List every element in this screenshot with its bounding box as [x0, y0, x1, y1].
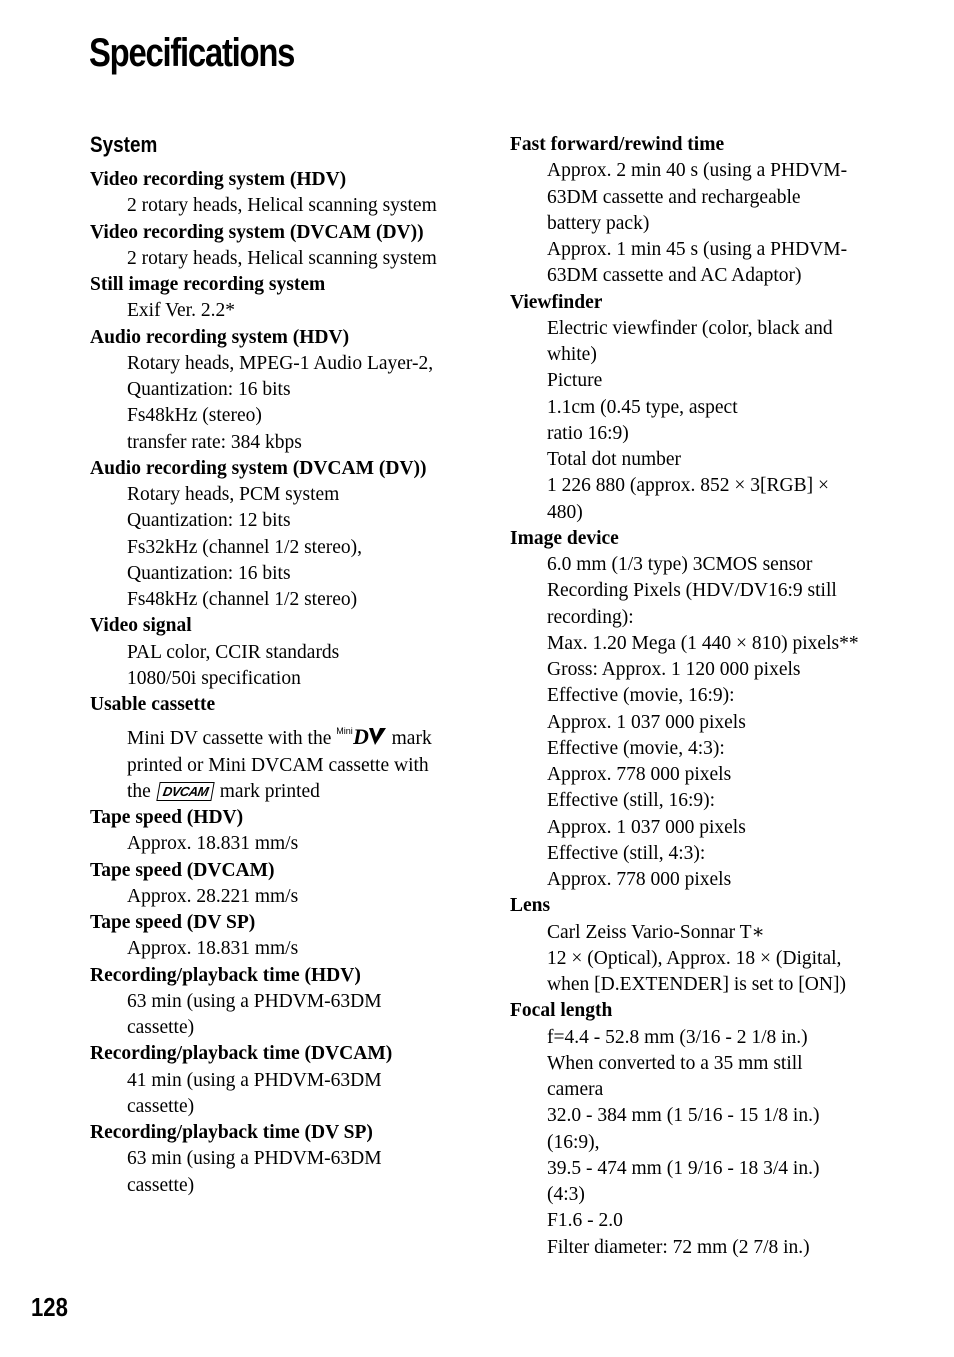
spec-value-line: Approx. 1 min 45 s (using a PHDVM- [547, 239, 848, 260]
spec-value-line: Approx. 18.831 mm/s [127, 833, 299, 855]
spec-item [90, 805, 490, 858]
spec-value-line: (4:3) [547, 1184, 585, 1205]
mini-dv-logo-icon: $^{Mini}$ D [336, 718, 387, 752]
spec-label: Tape speed (HDV) [90, 807, 244, 828]
spec-value-line: Effective (movie, 16:9): [547, 685, 735, 707]
spec-list-left-bottom [90, 805, 490, 1199]
spec-item [90, 858, 490, 911]
spec-value-line: Electric viewfinder (color, black and [547, 317, 833, 339]
spec-value-line: 1080/50i specification [127, 667, 301, 689]
spec-value-line: Effective (still, 4:3): [547, 842, 706, 864]
spec-value-line: cassette) [127, 1095, 195, 1117]
spec-value-line: Approx. 778 000 pixels [547, 764, 732, 785]
cassette-text-1a: Mini DV cassette with the [127, 728, 332, 750]
spec-value-line: When converted to a 35 mm still [547, 1052, 803, 1074]
spec-value-line: Filter diameter: 72 mm (2 7/8 in.) [547, 1236, 810, 1258]
spec-value-line: 63 min (using a PHDVM-63DM [127, 990, 382, 1012]
spec-item [510, 998, 930, 1261]
spec-value-line: 41 min (using a PHDVM-63DM [127, 1069, 382, 1091]
spec-value-line: camera [547, 1079, 604, 1100]
spec-item [90, 910, 490, 963]
spec-value-line: Approx. 1 037 000 pixels [547, 711, 746, 733]
spec-value-line: Total dot number [547, 449, 682, 470]
spec-value-line: Fs48kHz (channel 1/2 stereo) [127, 589, 358, 610]
spec-value-line: f=4.4 - 52.8 mm (3/16 - 2 1/8 in.) [547, 1026, 808, 1048]
spec-label: Recording/playback time (DV SP) [90, 1122, 373, 1143]
spec-value-line: Effective (still, 16:9): [547, 790, 716, 812]
spec-value-line: 63 min (using a PHDVM-63DM [127, 1148, 382, 1170]
spec-label: Still image recording system [90, 274, 326, 295]
spec-value-line: transfer rate: 384 kbps [127, 431, 302, 453]
spec-value-line: Quantization: 16 bits [127, 379, 291, 400]
spec-item [90, 167, 490, 220]
spec-item [90, 325, 490, 456]
spec-value-line: Recording Pixels (HDV/DV16:9 still [547, 580, 837, 602]
spec-value-line: Effective (movie, 4:3): [547, 737, 725, 759]
spec-value-line: PAL color, CCIR standards [127, 641, 340, 663]
spec-label: Video recording system (HDV) [90, 169, 347, 190]
spec-value-line: cassette) [127, 1174, 195, 1196]
spec-value-line: Approx. 18.831 mm/s [127, 938, 299, 960]
spec-item [510, 132, 930, 290]
spec-value-line: F1.6 - 2.0 [547, 1210, 623, 1232]
spec-value-line: (16:9), [547, 1131, 600, 1153]
spec-label: Fast forward/rewind time [510, 134, 725, 155]
left-column [90, 132, 490, 1199]
spec-label: Tape speed (DV SP) [90, 912, 256, 933]
spec-label: Lens [510, 895, 551, 917]
spec-value-line: Max. 1.20 Mega (1 440 × 810) pixels** [547, 632, 859, 654]
right-column [510, 132, 930, 1261]
spec-value-line: 1 226 880 (approx. 852 × 3[RGB] × [547, 475, 829, 497]
spec-value-line: Approx. 778 000 pixels [547, 869, 732, 890]
spec-usable-cassette [90, 692, 490, 805]
spec-label: Image device [510, 527, 619, 549]
spec-value-line: 12 × (Optical), Approx. 18 × (Digital, [547, 947, 842, 969]
spec-value-line: 2 rotary heads, Helical scanning system [127, 247, 437, 269]
spec-value-line: printed or Mini DVCAM cassette with [127, 754, 429, 776]
spec-value-line: 63DM cassette and AC Adaptor) [547, 265, 802, 287]
spec-value-line: 32.0 - 384 mm (1 5/16 - 15 1/8 in.) [547, 1105, 820, 1127]
spec-label: Viewfinder [510, 291, 603, 313]
spec-value-line: Rotary heads, PCM system [127, 484, 340, 505]
spec-value-line: Approx. 1 037 000 pixels [547, 816, 746, 838]
spec-item [90, 613, 490, 692]
spec-list-left-top [90, 167, 490, 692]
spec-value-line: when [D.EXTENDER] is set to [ON]) [547, 974, 846, 995]
spec-label: Video recording system (DVCAM (DV)) [90, 221, 424, 243]
spec-value-line: Carl Zeiss Vario-Sonnar T∗ [547, 921, 765, 943]
spec-item [90, 272, 490, 325]
spec-label: Usable cassette [90, 694, 216, 715]
spec-value-line: Fs32kHz (channel 1/2 stereo), [127, 536, 363, 558]
spec-value-line: Quantization: 12 bits [127, 510, 291, 532]
svg-text:D: D [352, 725, 369, 748]
spec-value-line: 39.5 - 474 mm (1 9/16 - 18 3/4 in.) [547, 1157, 820, 1179]
spec-value-line: 6.0 mm (1/3 type) 3CMOS sensor [547, 554, 813, 575]
page-number: 128 [31, 1292, 68, 1322]
spec-item [90, 220, 490, 273]
spec-value-line: cassette) [127, 1017, 195, 1038]
spec-value-line: Gross: Approx. 1 120 000 pixels [547, 659, 801, 680]
spec-item [90, 1120, 490, 1199]
spec-label: Focal length [510, 1000, 613, 1022]
spec-value-line [90, 718, 490, 752]
spec-value-line: Quantization: 16 bits [127, 562, 291, 584]
spec-label: Recording/playback time (DVCAM) [90, 1043, 393, 1065]
spec-item [510, 290, 930, 526]
spec-item [90, 963, 490, 1042]
cassette-text-3a: the [127, 780, 151, 802]
spec-item [510, 526, 930, 894]
spec-value-line: 2 rotary heads, Helical scanning system [127, 195, 437, 217]
spec-list-right [510, 132, 930, 1261]
spec-value-line: Approx. 2 min 40 s (using a PHDVM- [547, 160, 848, 182]
spec-item [510, 893, 930, 998]
spec-value-line: Approx. 28.221 mm/s [127, 885, 299, 907]
spec-value-line: Picture [547, 370, 603, 392]
spec-value-line: 63DM cassette and rechargeable [547, 186, 801, 208]
spec-item [90, 1041, 490, 1120]
spec-value-line: Exif Ver. 2.2* [127, 300, 235, 322]
spec-label: Tape speed (DVCAM) [90, 859, 275, 881]
section-heading-system: System [90, 132, 158, 157]
spec-value-line: 1.1cm (0.45 type, aspect [547, 396, 738, 418]
cassette-text-1b: mark [391, 728, 432, 750]
cassette-text-3b: mark printed [219, 780, 320, 802]
spec-value-line: recording): [547, 606, 634, 628]
spec-label: Recording/playback time (HDV) [90, 964, 361, 986]
spec-value-line: ratio 16:9) [547, 422, 629, 444]
spec-label: Audio recording system (HDV) [90, 326, 350, 348]
spec-value-line: Rotary heads, MPEG-1 Audio Layer-2, [127, 352, 434, 374]
spec-value-line: battery pack) [547, 212, 650, 234]
spec-value-line: 480) [547, 501, 583, 523]
spec-item [90, 456, 490, 614]
dvcam-logo-icon: DVCAM [156, 782, 215, 801]
spec-label: Video signal [90, 615, 192, 637]
spec-value-line [90, 779, 490, 805]
page-title: Specifications [89, 31, 295, 75]
spec-value-line: Fs48kHz (stereo) [127, 405, 262, 427]
spec-label: Audio recording system (DVCAM (DV)) [90, 457, 427, 479]
spec-value-line: white) [547, 344, 597, 365]
